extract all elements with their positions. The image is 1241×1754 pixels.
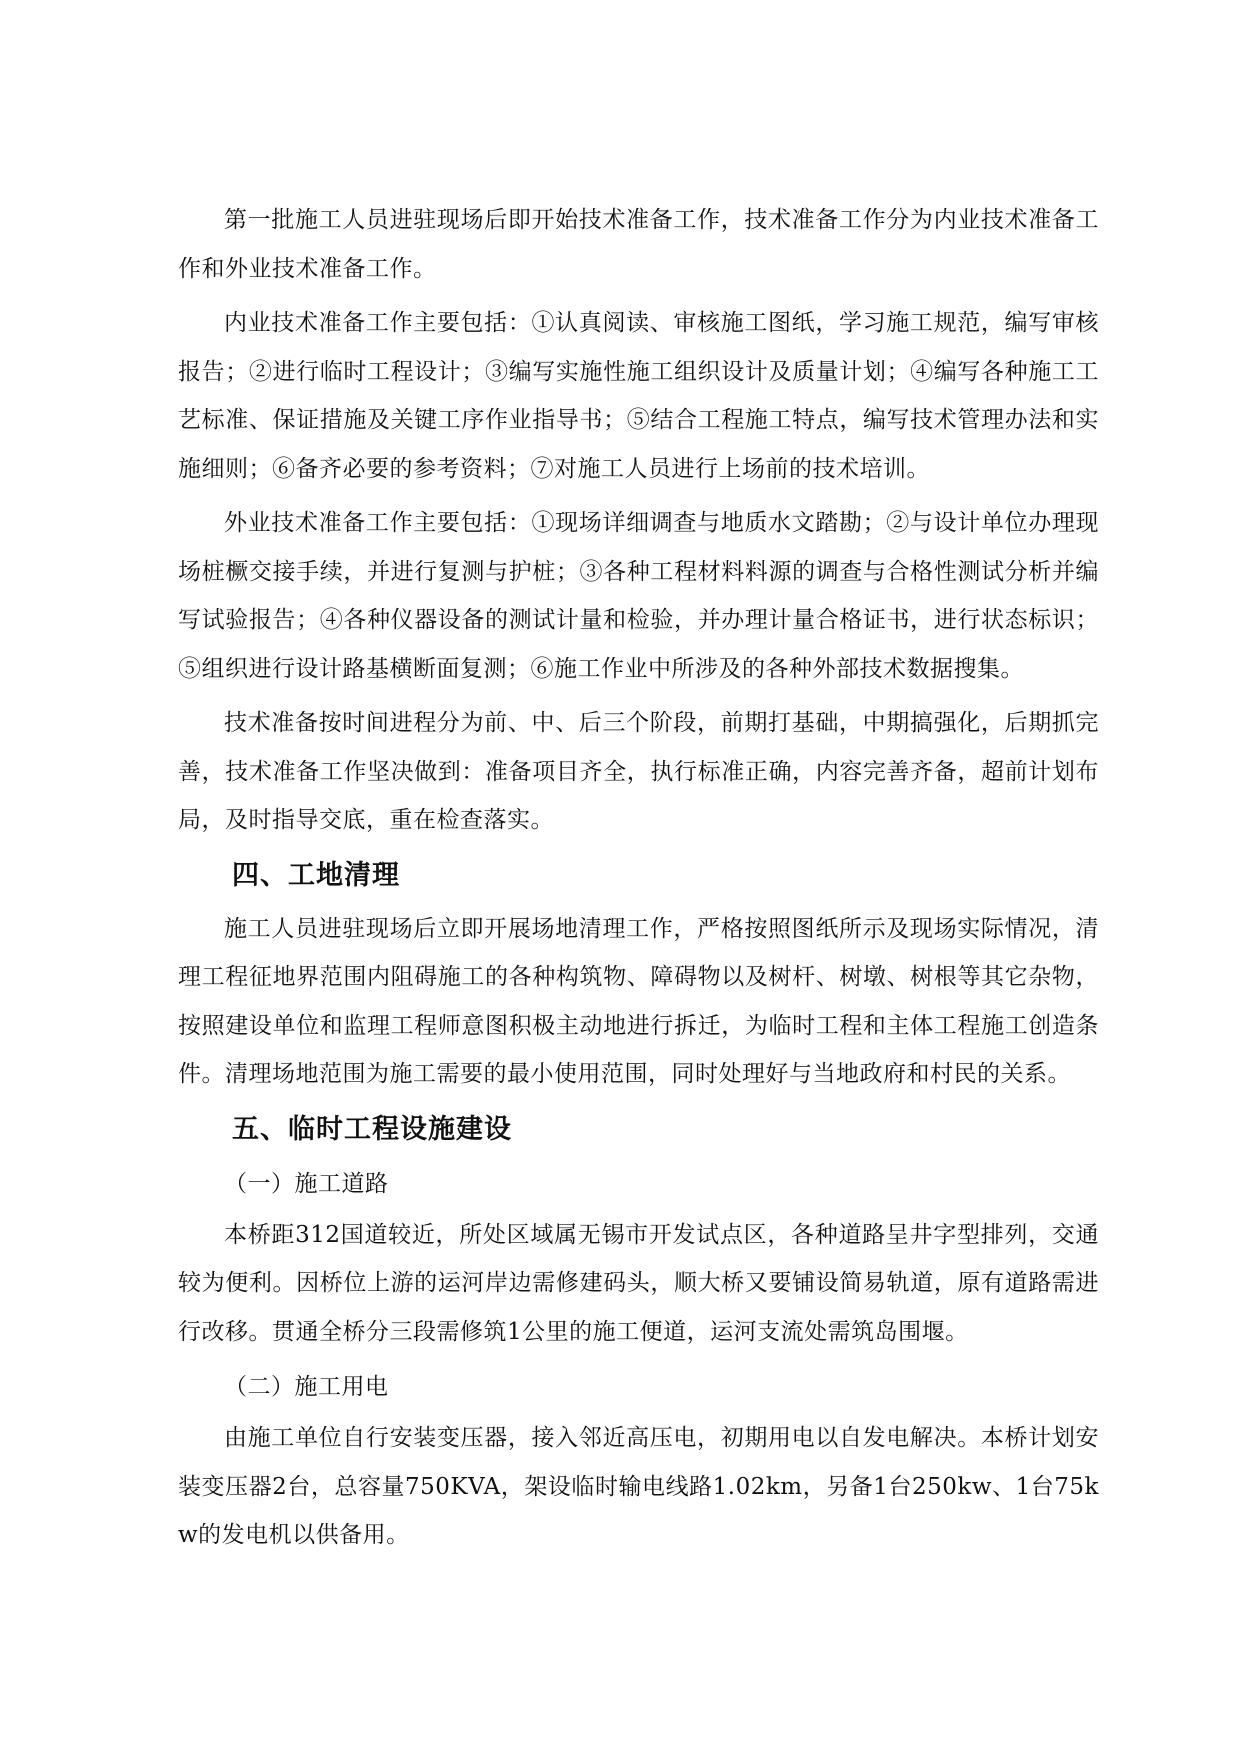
paragraph-prep-stages: 技术准备按时间进程分为前、中、后三个阶段，前期打基础，中期搞强化，后期抓完善，技术准备工作坚决做到：准备项目齐全，执行标准正确，内容完善齐备，超前计划布局，及时指导交底，重在检查落实。 [178,710,1099,833]
paragraph-construction-roads: 本桥距312国道较近，所处区域属无锡市开发试点区，各种道路呈井字型排列，交通较为便利。因桥位上游的运河岸边需修建码头，顺大桥又要铺设简易轨道，原有道路需进行改移。贯通全桥分三段需修筑1公里的施工便道，运河支流处需筑岛围堰。 [178,1221,1099,1345]
section-heading-site-clearing: 四、工地清理 [232,859,400,891]
paragraph-site-clearing: 施工人员进驻现场后立即开展场地清理工作，严格按照图纸所示及现场实际情况，清理工程征地界范围内阻碍施工的各种构筑物、障碍物以及树杆、树墩、树根等其它杂物，按照建设单位和监理工程师意图积极主动地进行拆迁，为临时工程和主体工程施工创造条件。清理场地范围为施工需要的最小使用范围，同时处理好与当地政府和村民的关系。 [178,915,1099,1087]
paragraph-field-prep: 外业技术准备工作主要包括：①现场详细调查与地质水文踏勘；②与设计单位办理现场桩橛交接手续，并进行复测与护桩；③各种工程材料料源的调查与合格性测试分析并编写试验报告；④各种仪器设备的测试计量和检验，并办理计量合格证书，进行状态标识；⑤组织进行设计路基横断面复测；⑥施工作业中所涉及的各种外部技术数据搜集。 [178,510,1099,682]
paragraph-technical-prep-intro: 第一批施工人员进驻现场后即开始技术准备工作，技术准备工作分为内业技术准备工作和外业技术准备工作。 [178,207,1099,282]
paragraph-construction-power: 由施工单位自行安装变压器，接入邻近高压电，初期用电以自发电解决。本桥计划安装变压器2台，总容量750KVA，架设临时输电线路1.02km，另备1台250kw、1台75kw的发电机以供备用。 [178,1425,1099,1548]
paragraph-internal-prep: 内业技术准备工作主要包括：①认真阅读、审核施工图纸，学习施工规范，编写审核报告；②进行临时工程设计；③编写实施性施工组织设计及质量计划；④编写各种施工工艺标准、保证措施及关键工序作业指导书；⑤结合工程施工特点，编写技术管理办法和实施细则；⑥备齐必要的参考资料；⑦对施工人员进行上场前的技术培训。 [178,310,1099,482]
section-heading-temporary-facilities: 五、临时工程设施建设 [232,1113,512,1145]
document-body [178,196,1099,1566]
subheading-construction-power: （二）施工用电 [224,1374,389,1400]
subheading-construction-roads: （一）施工道路 [224,1170,389,1197]
